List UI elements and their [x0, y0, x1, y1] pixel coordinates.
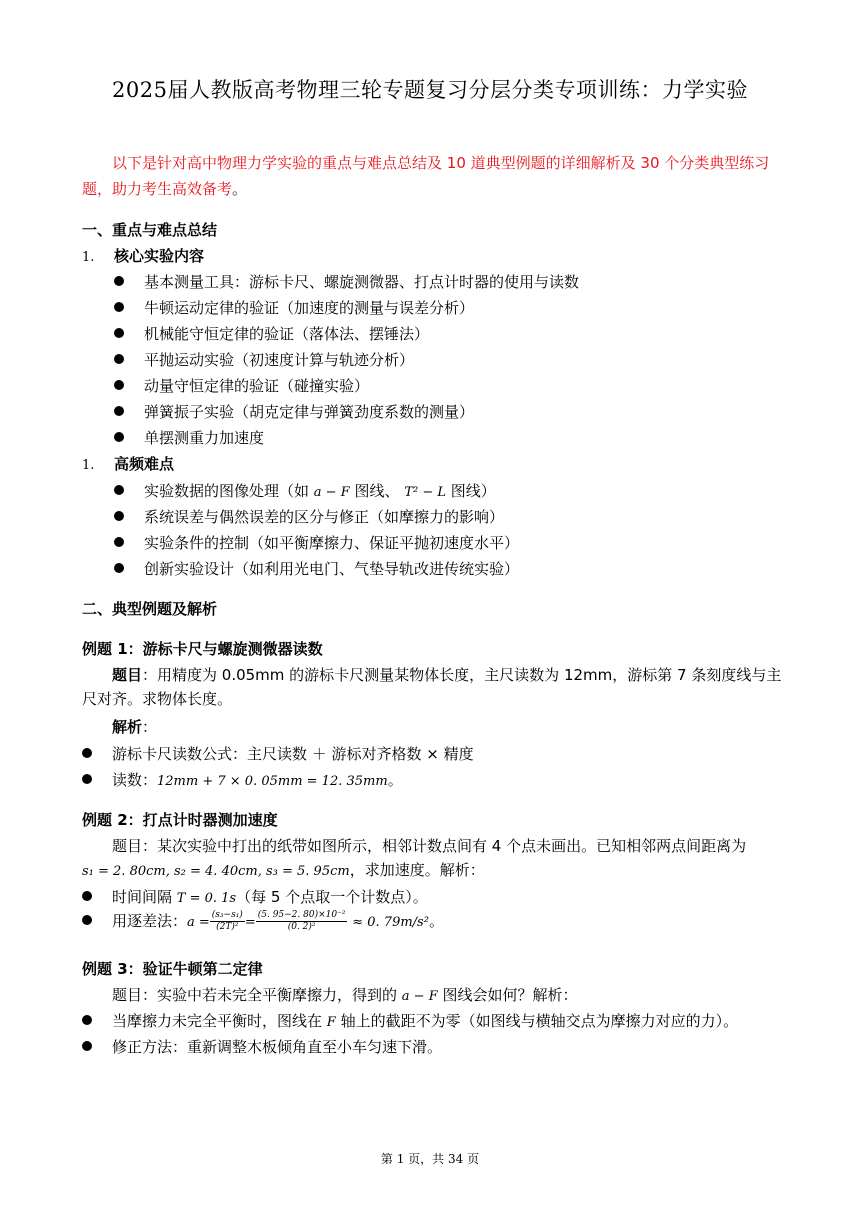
list-item: 当摩擦力未完全平衡时，图线在 F 轴上的截距不为零（如图线与横轴交点为摩擦力对应的力）。: [82, 1010, 738, 1031]
list-item: 基本测量工具：游标卡尺、螺旋测微器、打点计时器的使用与读数: [114, 271, 579, 292]
list-item: 读数：12mm + 7 × 0. 05mm = 12. 35mm。: [82, 769, 403, 790]
math-reading: 12mm + 7 × 0. 05mm = 12. 35mm: [157, 774, 388, 789]
intro-text: 以下是针对高中物理力学实验的重点与难点总结及 10 道典型例题的详细解析及 30 个分类典型练习题，助力考生高效备考: [82, 154, 770, 198]
bullet-icon: [82, 748, 92, 758]
list-item: 弹簧振子实验（胡克定律与弹簧劲度系数的测量）: [114, 401, 474, 422]
bullet-icon: [114, 276, 124, 286]
math-a-F: a − F: [313, 485, 350, 500]
list-item: 平抛运动实验（初速度计算与轨迹分析）: [114, 349, 414, 370]
bullet-icon: [82, 774, 92, 784]
bullet-icon: [114, 511, 124, 521]
document-title: 2025届人教版高考物理三轮专题复习分层分类专项训练：力学实验: [112, 78, 748, 102]
list-item: 单摆测重力加速度: [114, 427, 264, 448]
section-heading-2: 二、典型例题及解析: [82, 600, 218, 618]
list-item: 时间间隔 T = 0. 1s（每 5 个点取一个计数点）。: [82, 886, 428, 907]
math-distances: s₁ = 2. 80cm, s₂ = 4. 40cm, s₃ = 5. 95cm: [82, 864, 350, 879]
list-item: 牛顿运动定律的验证（加速度的测量与误差分析）: [114, 297, 474, 318]
list-item: 修正方法：重新调整木板倾角直至小车匀速下滑。: [82, 1036, 442, 1057]
example-3-question: 题目：实验中若未完全平衡摩擦力，得到的 a − F 图线会如何？解析：: [112, 986, 578, 1004]
list-item: 系统误差与偶然误差的区分与修正（如摩擦力的影响）: [114, 506, 504, 527]
math-result: ≈ 0. 79m/s²: [352, 915, 429, 930]
bullet-icon: [114, 432, 124, 442]
bullet-icon: [114, 537, 124, 547]
intro-paragraph: [82, 150, 782, 202]
intro-tail: 。: [232, 180, 248, 198]
item-label: 高频难点: [114, 455, 175, 473]
bullet-icon: [114, 328, 124, 338]
example-2-question: 题目：某次实验中打出的纸带如图所示，相邻计数点间有 4 个点未画出。已知相邻两点间距离为 s₁ = 2. 80cm, s₂ = 4. 40cm, s₃ = 5. 95cm，求加速度。解析：: [82, 837, 747, 879]
math-T2-L: T² − L: [404, 485, 446, 500]
item-number: 1.: [82, 250, 95, 265]
bullet-icon: [114, 354, 124, 364]
list-item: 游标卡尺读数公式：主尺读数 ＋ 游标对齐格数 × 精度: [82, 743, 474, 764]
list-item: 实验数据的图像处理（如 a − F 图线、 T² − L 图线）: [114, 480, 496, 501]
bullet-icon: [114, 380, 124, 390]
bullet-icon: [82, 891, 92, 901]
math-a-F: a − F: [401, 989, 438, 1004]
example-3-heading: 例题 3：验证牛顿第二定律: [82, 960, 263, 978]
bullet-icon: [114, 302, 124, 312]
bullet-icon: [114, 485, 124, 495]
item-number: 1.: [82, 458, 95, 473]
numbered-item-hard: [82, 453, 174, 474]
section-heading-1: 一、重点与难点总结: [82, 221, 218, 239]
item-label: 核心实验内容: [114, 247, 205, 265]
bullet-icon: [82, 1015, 92, 1025]
list-item: 创新实验设计（如利用光电门、气垫导轨改进传统实验）: [114, 558, 519, 579]
page-footer: 第 1 页，共 34 页: [380, 1152, 480, 1166]
example-2-heading: 例题 2：打点计时器测加速度: [82, 811, 278, 829]
list-item: 用逐差法：a = $\frac{\text{(s₃−s₁)}}{\text{(2T)²}}$ = $\frac{\text{(5. 95−2. 80)×10⁻²}}{\text{(0. 2)²}}$ ≈ 0. 79m/s²。: [82, 910, 444, 933]
fraction-1: $\frac{\text{(s₃−s₁)}}{\text{(2T)²}}$: [211, 910, 243, 932]
list-item: 实验条件的控制（如平衡摩擦力、保证平抛初速度水平）: [114, 532, 519, 553]
math-F: F: [326, 1015, 336, 1030]
example-1-solution-label: 解析：: [112, 718, 158, 736]
fraction-2: $\frac{\text{(5. 95−2. 80)×10⁻²}}{\text{(0. 2)²}}$: [257, 910, 346, 932]
list-item: 机械能守恒定律的验证（落体法、摆锤法）: [114, 323, 429, 344]
bullet-icon: [82, 1041, 92, 1051]
list-item: 动量守恒定律的验证（碰撞实验）: [114, 375, 369, 396]
math-T: T = 0. 1s: [176, 891, 237, 906]
example-1-question: 题目：用精度为 0.05mm 的游标卡尺测量某物体长度，主尺读数为 12mm，游标第 7 条刻度线与主尺对齐。求物体长度。: [82, 666, 782, 708]
bullet-icon: [82, 915, 92, 925]
bullet-icon: [114, 563, 124, 573]
bullet-icon: [114, 406, 124, 416]
example-1-heading: 例题 1：游标卡尺与螺旋测微器读数: [82, 640, 323, 658]
numbered-item-core: [82, 245, 204, 266]
